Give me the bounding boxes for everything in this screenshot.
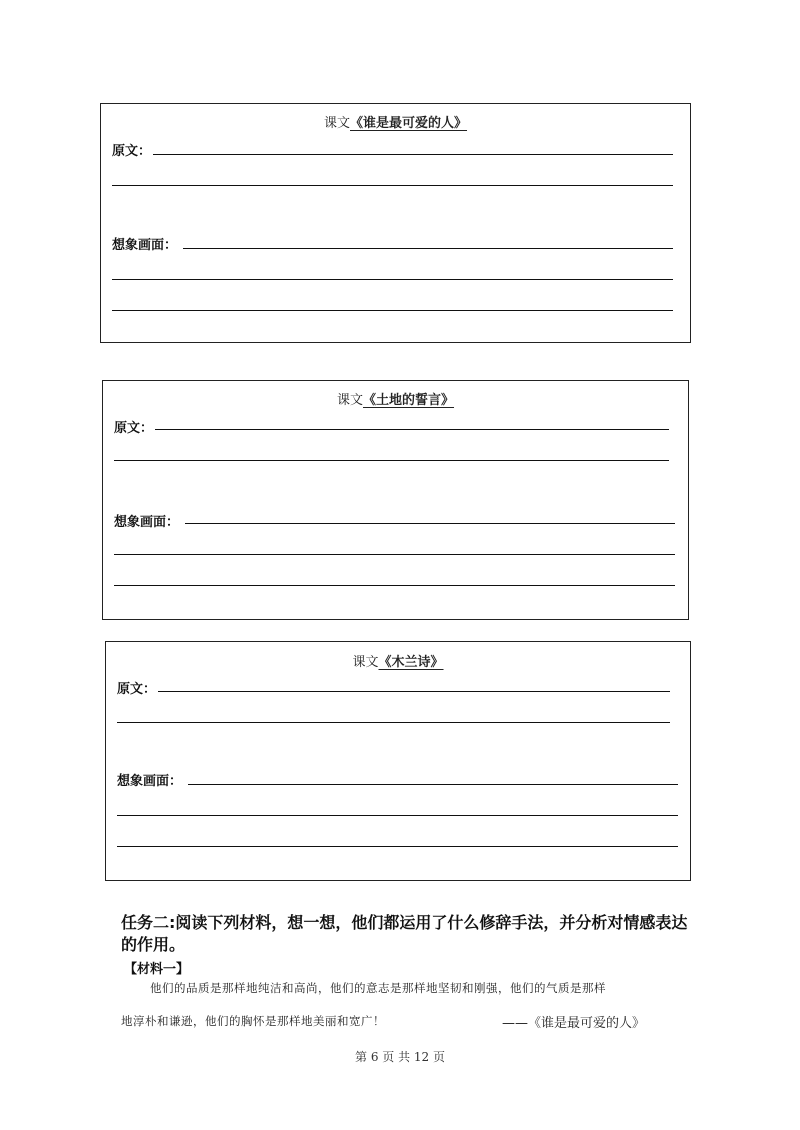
lesson-title: 《木兰诗》 [378, 655, 444, 670]
material-paragraph-line: 地淳朴和谦逊，他们的胸怀是那样地美丽和宽广！ [121, 1014, 385, 1028]
material-label: 【材料一】 [124, 962, 190, 977]
answer-line[interactable] [114, 554, 675, 555]
original-label: 原文： [117, 682, 157, 697]
text-box-1 [100, 103, 691, 343]
answer-line[interactable] [158, 691, 670, 692]
text-box-2 [102, 380, 689, 620]
answer-line[interactable] [112, 185, 673, 186]
task-heading: 任务二:阅读下列材料，想一想，他们都运用了什么修辞手法，并分析对情感表达的作用。 [121, 913, 688, 954]
box-title [101, 112, 690, 131]
lesson-title: 《土地的誓言》 [363, 393, 455, 408]
original-label: 原文： [114, 421, 154, 436]
answer-line[interactable] [114, 585, 675, 586]
material-paragraph-line: 他们的品质是那样地纯洁和高尚，他们的意志是那样地坚韧和刚强，他们的气质是那样 [150, 981, 606, 995]
material-source: ——《谁是最可爱的人》 [502, 1016, 646, 1031]
text-box-3 [105, 641, 691, 881]
answer-line[interactable] [117, 846, 678, 847]
box-title-prefix: 课文 [323, 116, 350, 131]
lesson-title: 《谁是最可爱的人》 [350, 116, 468, 131]
original-label: 原文： [112, 144, 152, 159]
box-title [103, 389, 688, 408]
answer-line[interactable] [153, 154, 673, 155]
imagine-label: 想象画面： [112, 238, 178, 253]
imagine-label: 想象画面： [117, 774, 183, 789]
answer-line[interactable] [183, 248, 673, 249]
imagine-label: 想象画面： [114, 515, 180, 530]
answer-line[interactable] [155, 429, 669, 430]
answer-line[interactable] [114, 460, 669, 461]
page-footer: 第 6 页 共 12 页 [355, 1050, 445, 1064]
answer-line[interactable] [112, 310, 673, 311]
answer-line[interactable] [188, 784, 678, 785]
box-title-prefix: 课文 [336, 393, 363, 408]
answer-line[interactable] [117, 722, 670, 723]
box-title [106, 651, 690, 670]
answer-line[interactable] [185, 523, 675, 524]
answer-line[interactable] [117, 815, 678, 816]
box-title-prefix: 课文 [352, 655, 379, 670]
answer-line[interactable] [112, 279, 673, 280]
